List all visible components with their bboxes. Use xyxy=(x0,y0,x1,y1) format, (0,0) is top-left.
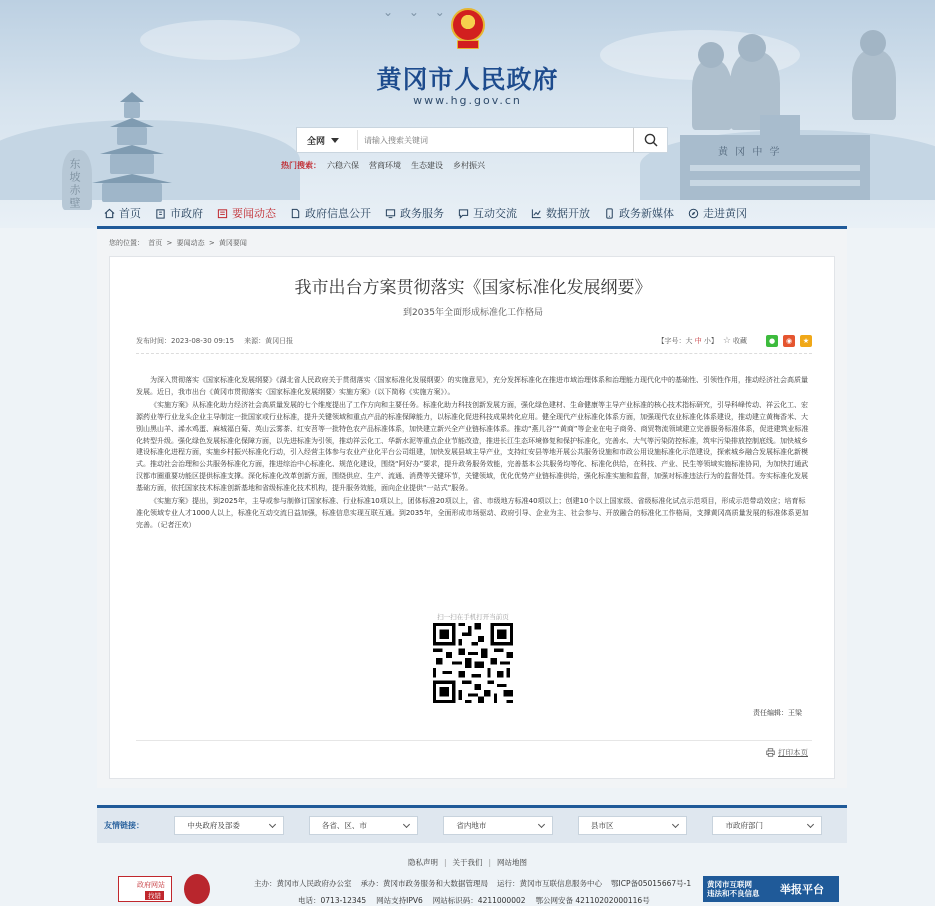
pagoda-illustration xyxy=(92,92,172,202)
select-label: 市政府部门 xyxy=(725,821,763,830)
breadcrumb-prefix: 您的位置： xyxy=(109,239,144,247)
footer-organizer: 承办：黄冈市政务服务和大数据管理局 xyxy=(360,879,488,888)
link-divider: | xyxy=(443,858,447,867)
monitor-icon xyxy=(385,208,396,219)
footer-host: 主办：黄冈市人民政府办公室 xyxy=(254,879,352,888)
search-scope-label: 全网 xyxy=(307,136,326,147)
select-label: 各省、区、市 xyxy=(321,821,367,830)
breadcrumb-item[interactable]: 要闻动态 xyxy=(176,239,205,247)
nav-label: 走进黄冈 xyxy=(703,207,747,220)
about-link[interactable]: 关于我们 xyxy=(452,858,483,867)
article-panel xyxy=(109,256,835,779)
footer-icp[interactable]: 鄂ICP备05015667号-1 xyxy=(611,879,692,888)
footer-divider xyxy=(136,740,812,741)
document-icon xyxy=(290,208,301,219)
main-content xyxy=(97,229,847,788)
cloud-decoration xyxy=(140,20,300,60)
statue-head xyxy=(738,34,766,62)
hot-search xyxy=(281,160,485,171)
breadcrumb-separator: > xyxy=(208,239,215,247)
nav-news[interactable] xyxy=(210,198,283,228)
report-line-2: 违法和不良信息 xyxy=(707,889,760,898)
font-size-medium[interactable]: 中 xyxy=(694,337,702,345)
qr-caption: 扫一扫在手机打开当前页 xyxy=(437,613,509,621)
hot-search-term[interactable]: 营商环境 xyxy=(369,161,401,170)
nav-home[interactable] xyxy=(97,198,148,228)
favorite-label: 收藏 xyxy=(733,337,747,345)
printer-icon xyxy=(766,748,775,757)
nav-label: 政务服务 xyxy=(400,207,444,220)
footer-operator: 运行：黄冈市互联信息服务中心 xyxy=(497,879,602,888)
stone-monument-text: 东坡赤壁 xyxy=(68,158,81,210)
wechat-share-icon[interactable]: ● xyxy=(766,335,778,347)
site-title[interactable]: 黄冈市人民政府 xyxy=(376,65,559,94)
nav-label: 要闻动态 xyxy=(232,207,276,220)
article-paragraph: 为深入贯彻落实《国家标准化发展纲要》《湖北省人民政府关于贯彻落实〈国家标准化发展纲要〉的实施意见》，充分发挥标准化在推进市域治理体系和治理能力现代化中的基础性、引领性作用，推动经济社会高质量发展。近日，我市出台《黄冈市贯彻落实〈国家标准化发展纲要〉实施方案》（以下简称《实施方案》）。 xyxy=(136,376,808,396)
link-select-departments[interactable] xyxy=(712,816,822,835)
font-size-large[interactable]: 大 xyxy=(685,337,693,345)
article-meta xyxy=(136,334,812,348)
hot-search-term[interactable]: 生态建设 xyxy=(411,161,443,170)
search-box xyxy=(296,127,668,153)
report-platform-banner[interactable] xyxy=(703,876,839,902)
footer-police[interactable]: 鄂公网安备 42110202000116号 xyxy=(535,896,650,905)
footer-links xyxy=(0,857,935,868)
font-size-control xyxy=(657,336,717,346)
compass-icon xyxy=(688,208,699,219)
nav-label: 首页 xyxy=(119,207,141,220)
qzone-share-icon[interactable]: ★ xyxy=(800,335,812,347)
article-source: 来源：黄冈日报 xyxy=(244,337,294,345)
hot-search-term[interactable]: 乡村振兴 xyxy=(453,161,485,170)
search-input[interactable] xyxy=(357,130,633,150)
chevron-down-icon xyxy=(538,820,545,827)
search-scope-select[interactable] xyxy=(297,134,357,147)
gov-site-error-badge[interactable] xyxy=(118,876,172,902)
party-gov-badge-icon[interactable] xyxy=(184,874,210,904)
friendly-links-label: 友情链接： xyxy=(104,821,144,830)
nav-label: 数据开放 xyxy=(546,207,590,220)
article-paragraph: 《实施方案》提出，到2025年，主导或参与制修订国家标准、行业标准10项以上，团体标准20项以上，省、市级地方标准40项以上；创建10个以上国家级、省级标准化试点示范项目，形成示范带动效应；培育标准化领域专业人才1000人以上，标准化互动交流日益加强，标准信息实现互联互通。到2035年，全面形成市场驱动、政府引导、企业为主、社会参与、开放融合的标准化工作格局，支撑黄冈高质量发展的标准体系更加完善。（记者汪欢） xyxy=(136,497,809,529)
chart-icon xyxy=(531,208,542,219)
nav-label: 互动交流 xyxy=(473,207,517,220)
home-icon xyxy=(104,208,115,219)
qr-code-image xyxy=(433,623,513,703)
chevron-down-icon xyxy=(269,820,276,827)
responsible-editor: 责任编辑：王梁 xyxy=(753,709,802,717)
meta-divider xyxy=(136,353,812,354)
report-line-1: 黄冈市互联网 xyxy=(707,880,752,889)
chevron-down-icon xyxy=(403,820,410,827)
nav-about-huanggang[interactable] xyxy=(681,198,754,228)
nav-label: 政务新媒体 xyxy=(619,207,674,220)
birds-decoration: ⌄ ⌄ ⌄ xyxy=(383,5,451,19)
breadcrumb xyxy=(109,238,249,248)
select-label: 县市区 xyxy=(590,821,614,830)
phone-icon xyxy=(604,208,615,219)
link-select-cities[interactable] xyxy=(443,816,553,835)
footer-info-line-2 xyxy=(298,895,650,906)
article-paragraph: 《实施方案》从标准化助力经济社会高质量发展的七个维度提出了工作方向和主要任务。标准化助力科技创新发展方面，强化绿色建材、生命健康等主导产业标准的核心技术指标研究，引导科峰传动、祥云化工、宏源药业等行业龙头企业主导制定一批国家或行业标准，提升关键领域和重点产品的标准保障能力，以标准化促进科技成果转化应用。健全现代产业标准化体系方面，加强现代农业标准化体系建设，推动建立黄梅香米、大别山黑山羊、浠水鸡蛋、麻城福白菊、英山云雾茶、红安苕等一批特色农产品标准体系，加快建立新兴全产业链标准体系。推动“燕儿谷”“黄商”等企业在电子商务、商贸物流领域建立完善服务标准体系，促进建筑业标准化转型升级。强化绿色发展标准化保障方面，以先进标准为引领，推动祥云化工、华新水泥等重点企业节能改造，推进长江生态环境修复和保护标准化，完善水、大气等污染防控标准，筑牢污染排放控制底线。加快城乡建设标准化进程方面，实施乡村振兴标准化行动，引入经营主体参与农业产业化平台公司组建，加快发展县域主导产业，支持红安县等地开展公共服务设施和市政公用设施标准化示范建设，探索城乡融合发展标准化新模式。推动社会治理和公共服务标准化方面，推进综治中心标准化、规范化建设，围绕“阿好办”要求，提升政务服务效能，完善基本公共服务均等化、标准化供给，在科技、产业、民生等领域实施标准协同，为加快打通武汉都市圈重要功能区提供标准支撑。深化标准化改革创新方面，围绕供应、生产、流通、消费等关键环节，关键领域，优化优势产业链标准供给，强化标准实施和监督，加强对标准违法行为的监督处罚。夯实标准化发展基础方面，依托国家技术标准创新基地和省级标准化技术机构，提升服务效能，面向企业提供“一站式”服务。 xyxy=(136,400,809,493)
badge-action: 找错 xyxy=(145,891,164,900)
link-select-provinces[interactable] xyxy=(309,816,419,835)
footer-info-line-1 xyxy=(254,878,691,889)
site-header xyxy=(0,0,935,228)
print-label: 打印本页 xyxy=(778,748,808,757)
hot-search-label: 热门搜索： xyxy=(281,161,321,170)
search-icon xyxy=(644,133,658,147)
nav-gov-services[interactable] xyxy=(378,198,451,228)
weibo-share-icon[interactable]: ◉ xyxy=(783,335,795,347)
nav-city-government[interactable] xyxy=(148,198,210,228)
hot-search-term[interactable]: 六稳六保 xyxy=(327,161,359,170)
news-icon xyxy=(217,208,228,219)
font-size-small[interactable]: 小】 xyxy=(703,337,718,345)
chevron-down-icon xyxy=(807,820,814,827)
site-url: www.hg.gov.cn xyxy=(413,94,522,107)
badge-title: 政府网站 xyxy=(137,881,165,889)
breadcrumb-separator: > xyxy=(166,239,173,247)
sitemap-link[interactable]: 网站地图 xyxy=(497,858,528,867)
footer-phone: 电话：0713-12345 xyxy=(298,896,367,905)
report-title: 举报平台 xyxy=(780,883,824,896)
article-subtitle: 到2035年全面形成标准化工作格局 xyxy=(403,308,543,318)
building-icon xyxy=(155,208,166,219)
caret-down-icon xyxy=(331,138,339,143)
nav-interaction[interactable] xyxy=(451,198,524,228)
school-name: 黄 冈 中 学 xyxy=(718,147,782,158)
national-emblem-icon xyxy=(451,8,485,50)
breadcrumb-item[interactable]: 首页 xyxy=(148,239,163,247)
search-button[interactable] xyxy=(633,128,667,152)
print-button[interactable] xyxy=(766,747,808,758)
privacy-link[interactable]: 隐私声明 xyxy=(407,858,438,867)
star-icon: ☆ xyxy=(722,336,731,346)
breadcrumb-item[interactable]: 黄冈要闻 xyxy=(218,239,247,247)
favorite-button[interactable] xyxy=(723,336,747,346)
chat-icon xyxy=(458,208,469,219)
nav-open-data[interactable] xyxy=(524,198,597,228)
friendly-links-bar xyxy=(97,805,847,843)
select-label: 省内地市 xyxy=(456,821,487,830)
footer-site-code: 网站标识码：4211000002 xyxy=(432,896,526,905)
font-size-label: 【字号： xyxy=(657,337,686,345)
link-select-counties[interactable] xyxy=(578,816,688,835)
chevron-down-icon xyxy=(672,820,679,827)
article-title: 我市出台方案贯彻落实《国家标准化发展纲要》 xyxy=(294,278,652,298)
publish-time: 发布时间：2023-08-30 09:15 xyxy=(136,337,235,345)
footer-ipv6: 网站支持IPV6 xyxy=(376,896,423,905)
nav-label: 市政府 xyxy=(170,207,203,220)
link-divider: | xyxy=(488,858,492,867)
link-select-central[interactable] xyxy=(174,816,284,835)
nav-label: 政府信息公开 xyxy=(305,207,371,220)
select-label: 中央政府及部委 xyxy=(187,821,240,830)
nav-new-media[interactable] xyxy=(597,198,681,228)
article-body xyxy=(136,375,812,533)
statue-head xyxy=(860,30,886,56)
main-nav xyxy=(97,198,847,228)
nav-info-disclosure[interactable] xyxy=(283,198,378,228)
